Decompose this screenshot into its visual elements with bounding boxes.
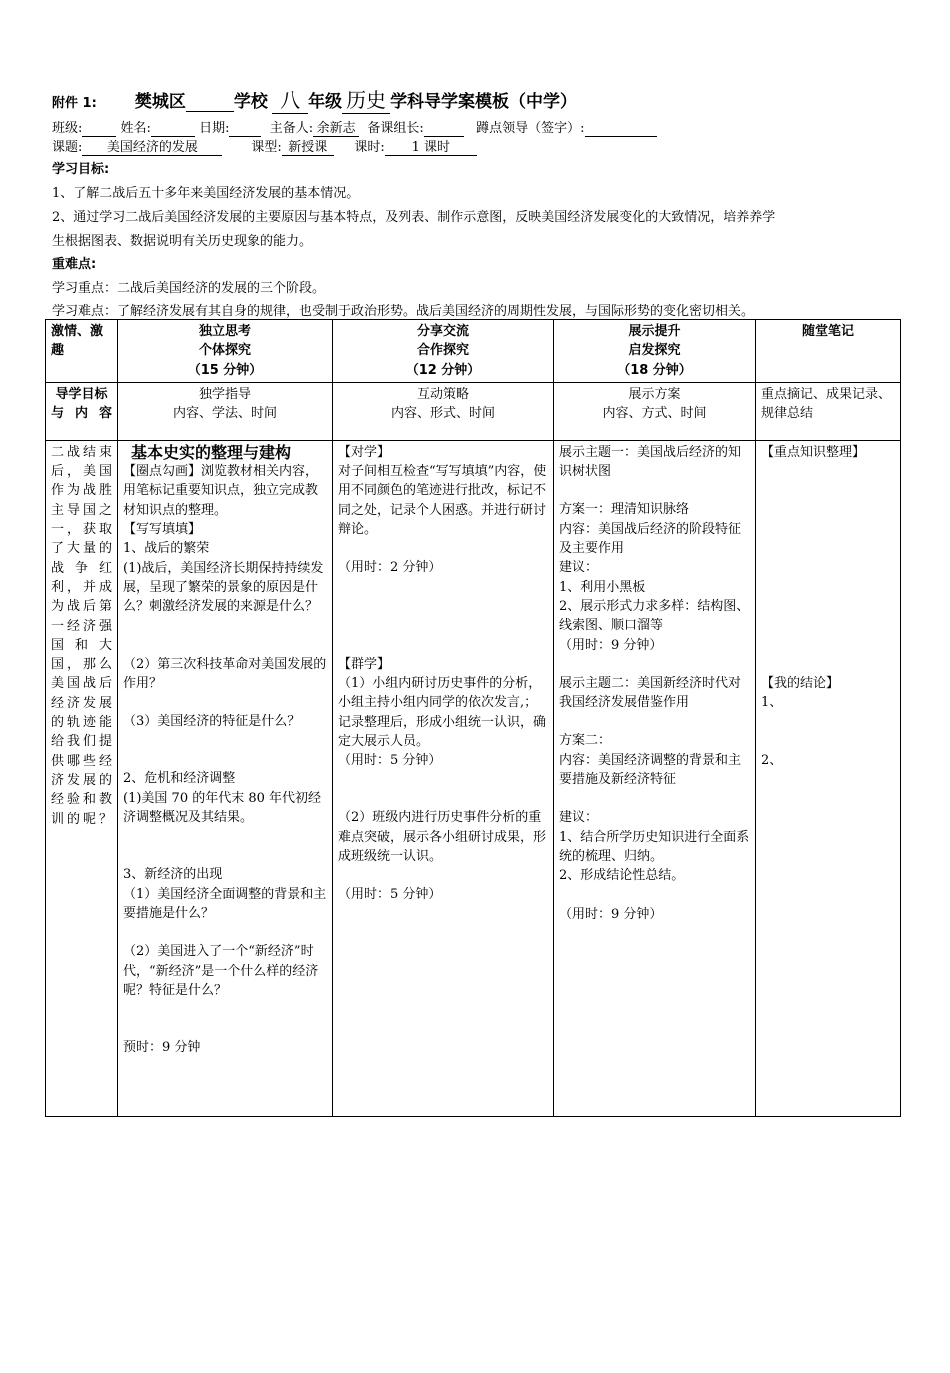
objective-1: 1、了解二战后五十多年来美国经济发展的基本情况。 <box>52 186 360 201</box>
class-label: 班级: <box>52 121 83 136</box>
interaction-content <box>333 440 554 1116</box>
doc-title <box>52 84 577 112</box>
info-row-1 <box>52 117 657 137</box>
group-leader-label: 备课组长: <box>367 121 424 136</box>
subheader-interaction: 互动策略 内容、形式、时间 <box>333 382 554 440</box>
attachment-label: 附件 1: <box>52 96 97 111</box>
interaction-p6: （用时：5 分钟） <box>338 753 442 769</box>
grade-label: 年级 <box>308 92 343 112</box>
self-study-p9: 3、新经济的出现 <box>123 867 223 883</box>
school-label: 学校 <box>233 92 268 112</box>
subheader-display-plan: 展示方案 内容、方式、时间 <box>554 382 756 440</box>
notes-item-2: 2、 <box>761 752 783 768</box>
display-p11: 建议： <box>559 810 599 826</box>
header-notes: 随堂笔记 <box>756 320 901 383</box>
self-study-p10: （1）美国经济全面调整的背景和主要措施是什么？ <box>123 886 327 921</box>
name-label: 姓名: <box>120 121 151 136</box>
interaction-p4: 【群学】 <box>338 656 391 672</box>
supervisor-field[interactable] <box>585 121 657 137</box>
display-p2: 方案一：理清知识脉络 <box>559 502 690 518</box>
subheader-self-study: 独学指导 内容、学法、时间 <box>118 382 333 440</box>
subject-value: 历史 <box>342 84 390 114</box>
table-header-row <box>46 320 901 383</box>
display-p3: 内容：美国战后经济的阶段特征及主要作用 <box>559 521 742 557</box>
group-leader-field[interactable] <box>424 121 464 137</box>
self-study-p5: （2）第三次科技革命对美国发展的作用？ <box>123 656 327 691</box>
subheader-objectives: 导学目标与内容 <box>46 382 118 440</box>
supervisor-label: 蹲点领导（签字）: <box>476 121 585 136</box>
interaction-p2: 对子间相互检查“写写填填”内容，使用不同颜色的笔迹进行批改，标记不同之处，记录个人困惑。并进行研讨辩论。 <box>338 464 547 538</box>
key-focus: 学习重点：二战后美国经济的发展的三个阶段。 <box>52 281 326 296</box>
date-label: 日期: <box>199 121 230 136</box>
self-study-p4: (1)战后，美国经济长期保持持续发展，呈现了繁荣的景象的原因是什么？刺激经济发展的来源是什么？ <box>123 560 324 615</box>
header-presentation: 展示提升 启发探究 （18 分钟） <box>554 320 756 383</box>
self-study-p2: 【写写填填】 <box>123 522 202 538</box>
header-independent-thinking: 独立思考 个体探究 （15 分钟） <box>118 320 333 383</box>
preparer-label: 主备人: <box>269 121 314 136</box>
class-field[interactable] <box>82 121 116 137</box>
guided-learning-table <box>45 319 901 1117</box>
display-p6: 2、展示形式力求多样：结构图、线索图、顺口溜等 <box>559 598 750 634</box>
interaction-p7: （2）班级内进行历史事件分析的重难点突破，展示各小组研讨成果，形成班级统一认识。 <box>338 810 547 865</box>
name-field[interactable] <box>151 121 195 137</box>
display-p10: 内容：美国经济调整的背景和主要措施及新经济特征 <box>559 752 742 788</box>
display-p5: 1、利用小黑板 <box>559 579 646 595</box>
header-sharing: 分享交流 合作探究 （12 分钟） <box>333 320 554 383</box>
interaction-p3: （用时：2 分钟） <box>338 560 442 576</box>
key-points-title: 重难点: <box>52 257 97 272</box>
date-field[interactable] <box>229 121 261 137</box>
key-difficulty: 学习难点：了解经济发展有其自身的规律，也受制于政治形势。战后美国经济的周期性发展，与国际形势的变化密切相关。 <box>52 304 755 319</box>
hours-label: 课时: <box>354 140 385 155</box>
subheader-notes: 重点摘记、成果记录、规律总结 <box>756 382 901 440</box>
display-p4: 建议： <box>559 560 599 576</box>
notes-item-1: 1、 <box>761 695 783 711</box>
header-motivation: 激情、激趣 <box>46 320 118 383</box>
display-p7: （用时：9 分钟） <box>559 637 663 653</box>
self-study-p1: 【圈点勾画】浏览教材相关内容，用笔标记重要知识点，独立完成教材知识点的整理。 <box>123 464 319 518</box>
display-p1: 展示主题一：美国战后经济的知识树状图 <box>559 444 742 480</box>
info-row-2 <box>52 136 477 156</box>
topic-value: 美国经济的发展 <box>82 136 222 156</box>
table-subheader-row <box>46 382 901 440</box>
grade-value: 八 <box>272 84 308 114</box>
notes-conclusion: 【我的结论】 <box>761 676 840 692</box>
objectives-title: 学习目标: <box>52 162 110 177</box>
display-plan-content <box>554 440 756 1116</box>
objective-2-line-2: 生根据图表、数据说明有关历史现象的能力。 <box>52 234 313 249</box>
display-p13: 2、形成结论性总结。 <box>559 868 685 884</box>
interaction-p1: 【对学】 <box>338 444 391 460</box>
self-study-p7: 2、危机和经济调整 <box>123 771 236 787</box>
display-p12: 1、结合所学历史知识进行全面系统的梳理、归纳。 <box>559 829 750 864</box>
self-study-p3: 1、战后的繁荣 <box>123 541 210 557</box>
display-p8: 展示主题二：美国新经济时代对我国经济发展借鉴作用 <box>559 675 742 711</box>
display-p14: （用时：9 分钟） <box>559 906 663 922</box>
objective-2-line-1: 2、通过学习二战后美国经济发展的主要原因与基本特点，及列表、制作示意图，反映美国经济发展变化的大致情况，培养养学 <box>52 210 776 225</box>
district-label: 樊城区 <box>134 92 186 112</box>
interaction-p8: （用时：5 分钟） <box>338 887 442 903</box>
self-study-content <box>118 440 333 1116</box>
topic-label: 课题: <box>52 140 83 155</box>
preparer-value: 余新志 <box>313 117 359 137</box>
motivation-text: 二战结束后，美国作为战胜主导国之一，获取了大量的战争红利，并成为战后第一经济强国和大国，那么美国战后经济发展的轨迹能给我们提供哪些经济发展的经验和教训的呢？ <box>46 440 118 1116</box>
self-study-p11: （2）美国进入了一个“新经济”时代，“新经济”是一个什么样的经济呢？特征是什么？ <box>123 944 319 998</box>
self-study-heading: 基本史实的整理与建构 <box>131 442 292 462</box>
template-label: 学科导学案模板（中学） <box>390 92 578 112</box>
display-p9: 方案二： <box>559 733 612 749</box>
type-label: 课型: <box>251 140 282 155</box>
self-study-p8: (1)美国 70 的年代末 80 年代初经济调整概况及其结果。 <box>123 790 322 826</box>
type-value: 新授课 <box>282 136 334 156</box>
self-study-p6: （3）美国经济的特征是什么？ <box>123 714 301 730</box>
self-study-time: 预时：9 分钟 <box>123 1040 201 1056</box>
table-content-row <box>46 440 901 1116</box>
notes-key-points: 【重点知识整理】 <box>761 444 866 460</box>
interaction-p5: （1）小组内研讨历史事件的分析，小组主持小组内同学的依次发言,；记录整理后，形成小组统一认识，确定大展示人员。 <box>338 675 547 749</box>
notes-content[interactable] <box>756 440 901 1116</box>
hours-value: 1 课时 <box>385 136 477 156</box>
